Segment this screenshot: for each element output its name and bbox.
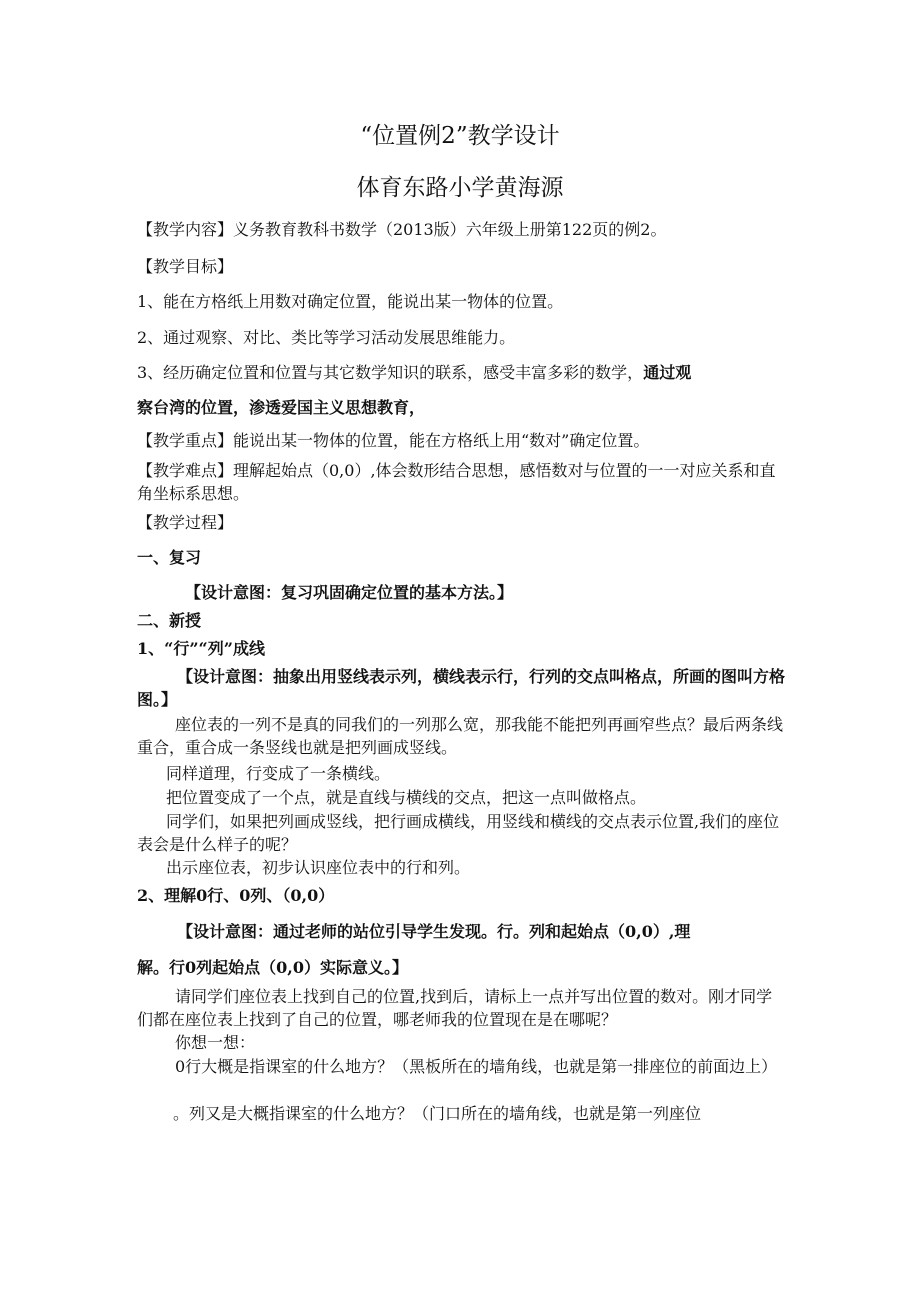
goal-3-text: 3、经历确定位置和位置与其它数学知识的联系，感受丰富多彩的数学， xyxy=(137,363,644,382)
paragraph-2: 同样道理，行变成了一条横线。 xyxy=(166,764,391,783)
key-point: 【教学重点】能说出某一物体的位置，能在方格纸上用“数对”确定位置。 xyxy=(137,431,650,450)
difficulty: 【教学难点】理解起始点（0,0）,体会数形结合思想，感悟数对与位置的一一对应关系和直角坐标系思想。 xyxy=(137,461,776,503)
design-intent-1: 【设计意图：复习巩固确定位置的基本方法。】 xyxy=(185,583,514,602)
section-new: 二、新授 xyxy=(137,611,202,630)
teaching-content: 【教学内容】义务教育教科书数学（2013版）六年级上册第122页的例2。 xyxy=(137,220,667,239)
paragraph-6: 请同学们座位表上找到自己的位置,找到后，请标上一点并写出位置的数对。刚才同学们都在座位表上找到了自己的位置，哪老师我的位置现在是在哪呢？ xyxy=(137,987,773,1029)
design-intent-3-continued: 解。行0列起始点（0,0）实际意义。】 xyxy=(137,958,408,977)
doc-title: “位置例2”教学设计 xyxy=(360,123,560,149)
design-intent-3: 【设计意图：通过老师的站位引导学生发现。行。列和起始点（0,0）,理 xyxy=(177,922,691,941)
paragraph-5: 出示座位表，初步认识座位表中的行和列。 xyxy=(166,858,471,877)
design-intent-2: 【设计意图：抽象出用竖线表示列，横线表示行，行列的交点叫格点，所画的图叫方格图。】 xyxy=(137,667,786,709)
process-heading: 【教学过程】 xyxy=(137,513,234,532)
goals-heading: 【教学目标】 xyxy=(137,257,234,276)
paragraph-7: 你想一想： xyxy=(175,1033,256,1052)
paragraph-1: 座位表的一列不是真的同我们的一列那么宽，那我能不能把列再画窄些点？最后两条线重合，重合成一条竖线也就是把列画成竖线。 xyxy=(137,715,784,757)
goal-3-continued: 察台湾的位置，渗透爱国主义思想教育， xyxy=(137,398,426,417)
section-review: 一、复习 xyxy=(137,548,202,567)
goal-1: 1、能在方格纸上用数对确定位置，能说出某一物体的位置。 xyxy=(137,292,564,311)
subsection-1: 1、“行”“列”成线 xyxy=(137,639,265,658)
paragraph-9: 。列又是大概指课室的什么地方？（门口所在的墙角线，也就是第一列座位 xyxy=(173,1104,702,1123)
paragraph-4: 同学们，如果把列画成竖线，把行画成横线，用竖线和横线的交点表示位置,我们的座位表会是什么样子的呢？ xyxy=(137,812,780,854)
subsection-2: 2、理解0行、0列、（0,0） xyxy=(137,886,335,905)
doc-author: 体育东路小学黄海源 xyxy=(356,175,564,201)
goal-2: 2、通过观察、对比、类比等学习活动发展思维能力。 xyxy=(137,328,516,347)
goal-3-bold: 通过观 xyxy=(643,363,692,382)
goal-3-line xyxy=(137,362,787,384)
paragraph-3: 把位置变成了一个点，就是直线与横线的交点，把这一点叫做格点。 xyxy=(166,788,647,807)
paragraph-8: 0行大概是指课室的什么地方？（黑板所在的墙角线，也就是第一排座位的前面边上） xyxy=(175,1057,778,1076)
